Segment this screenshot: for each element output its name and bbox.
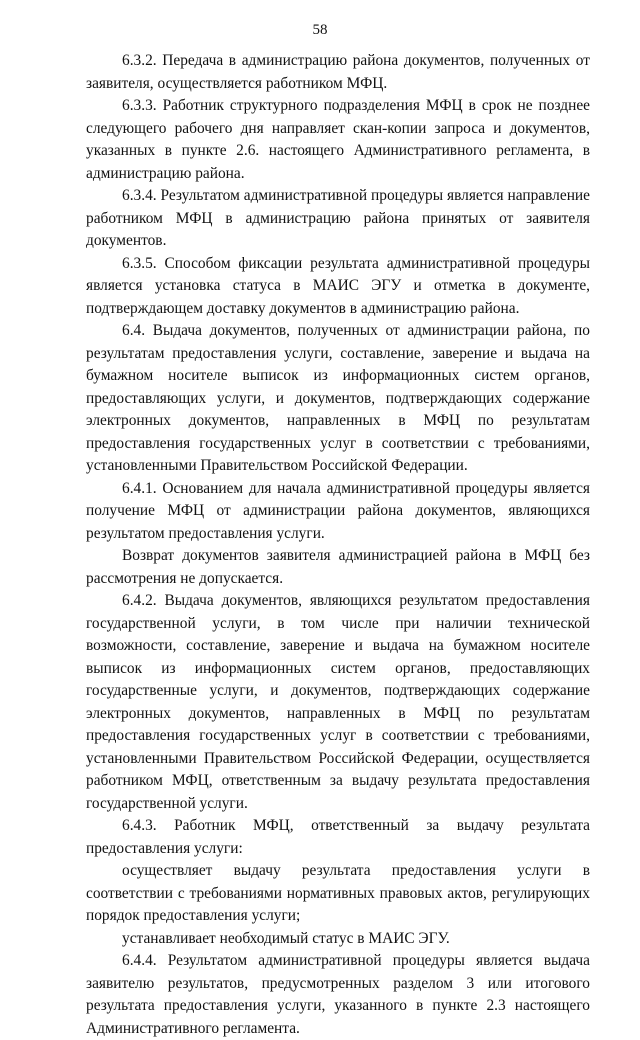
paragraph-6-4: 6.4. Выдача документов, полученных от администрации района, по результатам предоставления услуги, составление, заверение и выдача на бумажном носителе выписок из информационных систем органов, предоставляющих услуги, и документов, подтверждающих содержание электронных документов, направленных в МФЦ по результатам предоставления государственных услуг в соответствии с требованиями, установленными Правительством Российской Федерации. bbox=[86, 322, 590, 474]
paragraph-return-documents: Возврат документов заявителя администрацией района в МФЦ без рассмотрения не допускается. bbox=[86, 547, 590, 587]
paragraph-6-3-3: 6.3.3. Работник структурного подразделения МФЦ в срок не позднее следующего рабочего дня направляет скан-копии запроса и документов, указанных в пункте 2.6. настоящего Административного регламента, в администрацию района. bbox=[86, 97, 590, 182]
paragraph-6-3-2: 6.3.2. Передача в администрацию района документов, полученных от заявителя, осуществляется работником МФЦ. bbox=[86, 52, 590, 92]
paragraph-issue-result: осуществляет выдачу результата предоставления услуги в соответствии с требованиями нормативных правовых актов, регулирующих порядок предоставления услуги; bbox=[86, 862, 590, 924]
document-body bbox=[86, 50, 590, 1040]
paragraph-6-3-5: 6.3.5. Способом фиксации результата административной процедуры является установка статуса в МАИС ЭГУ и отметка в документе, подтверждающем доставку документов в администрацию района. bbox=[86, 254, 590, 317]
paragraph-6-4-2: 6.4.2. Выдача документов, являющихся результатом предоставления государственной услуги, в том числе при наличии технической возможности, составление, заверение и выдача на бумажном носителе выписок из информационных систем органов, предоставляющих государственные услуги, и документов, подтверждающих содержание электронных документов, направленных в МФЦ по результатам предоставления государственных услуг в соответствии с требованиями, установленными Правительством Российской Федерации, осуществляется работником МФЦ, ответственным за выдачу результата предоставления государственной услуги. bbox=[86, 592, 590, 812]
paragraph-6-3-4: 6.3.4. Результатом административной процедуры является направление работником МФЦ в администрацию района принятых от заявителя документов. bbox=[86, 187, 590, 249]
paragraph-6-4-4: 6.4.4. Результатом административной процедуры является выдача заявителю результатов, предусмотренных разделом 3 или итогового результата предоставления услуги, указанного в пункте 2.3 настоящего Административного регламента. bbox=[86, 952, 590, 1037]
paragraph-6-4-3: 6.4.3. Работник МФЦ, ответственный за выдачу результата предоставления услуги: bbox=[86, 817, 590, 857]
page-number: 58 bbox=[312, 22, 328, 38]
paragraph-set-status: устанавливает необходимый статус в МАИС ЭГУ. bbox=[122, 929, 450, 947]
paragraph-6-4-1: 6.4.1. Основанием для начала административной процедуры является получение МФЦ от администрации района документов, являющихся результатом предоставления услуги. bbox=[86, 479, 590, 542]
